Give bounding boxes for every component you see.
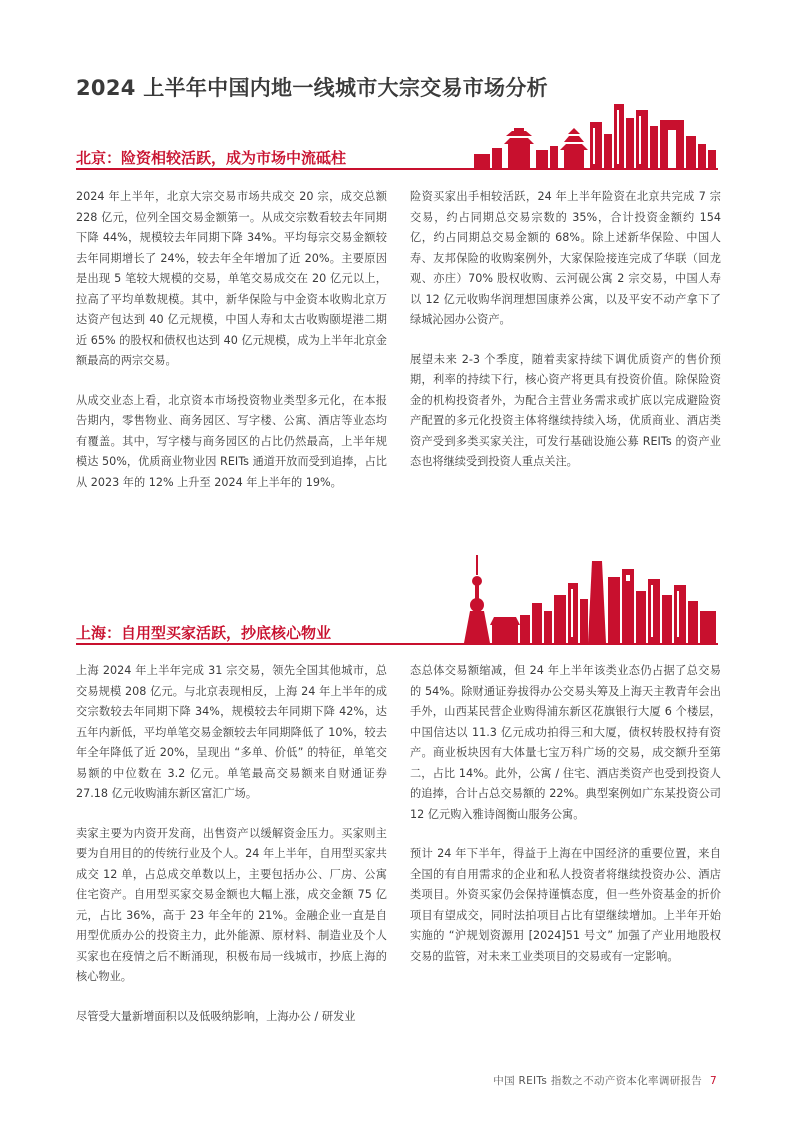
beijing-skyline-icon (470, 100, 718, 170)
shanghai-divider (76, 643, 718, 645)
paragraph: 展望未来 2-3 个季度，随着卖家持续下调优质资产的售价预期，利率的持续下行，核心资产将更具有投资价值。除保险资金的机构投资者外，为配合主营业务需求或扩底以完成避险资产配置的多元化投资主体将继续持续入场，优质商业、酒店类资产受到多类买家关注，可发行基础设施公募 REITs 的资产业态也将继续受到投资人重点关注。 (410, 352, 721, 468)
page-title: 2024 上半年中国内地一线城市大宗交易市场分析 (76, 76, 548, 100)
page-footer (493, 1073, 717, 1088)
paragraph: 上海 2024 年上半年完成 31 宗交易，领先全国其他城市，总交易规模 208 亿元。与北京表现相反，上海 24 年上半年的成交宗数较去年同期下降 34%，规模较去年同期下降 42%，达五年内新低，平均单笔交易金额较去年同期降低了 10%，较去年全年降低了近 20%，呈现出 “多单、价低” 的特征，单笔交易额的中位数在 3.2 亿元。单笔最高交易额来自财通证券 27.18 亿元收购浦东新区富汇广场。 (76, 664, 387, 800)
paragraph: 尽管受大量新增面积以及低吸纳影响，上海办公 / 研发业 (76, 1009, 356, 1023)
paragraph: 险资买家出手相较活跃，24 年上半年险资在北京共完成 7 宗交易，约占同期总交易宗数的 35%，合计投资金额约 154 亿，约占同期总交易金额的 68%。除上述新华保险、中国人寿、友邦保险的收购案例外，大家保险接连完成了华联（回龙观、亦庄）70% 股权收购、云河砚公寓 2 宗交易，中国人寿以 12 亿元收购华润理想国康养公寓，以及平安不动产拿下了绿城沁园办公资产。 (410, 190, 721, 326)
shanghai-skyline-icon (460, 555, 718, 645)
paragraph: 2024 年上半年，北京大宗交易市场共成交 20 宗，成交总额 228 亿元，位列全国交易金额第一。从成交宗数看较去年同期下降 44%，规模较去年同期下降 34%。平均每宗交易金额较去年同期增长了 24%，较去年全年增加了近 20%。主要原因是出现 5 笔较大规模的交易，单笔交易成交在 20 亿元以上，拉高了平均单数规模。其中，新华保险与中金资本收购北京万达资产包达到 40 亿元规模，中国人寿和太古收购颐堤港二期近 65% 的股权和债权也达到 40 亿元规模，成为上半年北京金额最高的两宗交易。 (76, 190, 387, 367)
footer-report-title: 中国 REITs 指数之不动产资本化率调研报告 (493, 1075, 703, 1087)
beijing-right-column (410, 187, 721, 492)
paragraph: 预计 24 年下半年，得益于上海在中国经济的重要位置，来自全国的有自用需求的企业和私人投资者将继续投资办公、酒店类项目。外资买家仍会保持谨慎态度，但一些外资基金的折价项目有望成交，同时法拍项目占比有望继续增加。上半年开始实施的 “沪规划资源用 [2024]51 号文” 加强了产业用地股权交易的监管，对未来工业类项目的交易或有一定影响。 (410, 847, 721, 963)
paragraph: 从成交业态上看，北京资本市场投资物业类型多元化，在本报告期内，零售物业、商务园区、写字楼、公寓、酒店等业态均有覆盖。其中，写字楼与商务园区的占比仍然最高，上半年规模达 50%，优质商业物业因 REITs 通道开放而受到追捧，占比从 2023 年的 12% 上升至 2024 年上半年的 19%。 (76, 393, 387, 489)
paragraph: 卖家主要为内资开发商，出售资产以缓解资金压力。买家则主要为自用目的的传统行业及个人。24 年上半年，自用型买家共成交 12 单，占总成交单数以上，主要包括办公、厂房、公寓住宅资产。自用型买家交易金额也大幅上涨，成交金额 75 亿元，占比 36%，高于 23 年全年的 21%。金融企业一直是自用型优质办公的投资主力，此外能源、原材料、制造业及个人买家也在疫情之后不断涌现，积极布局一线城市，抄底上海的核心物业。 (76, 826, 387, 983)
shanghai-section-heading: 上海：自用型买家活跃，抄底核心物业 (76, 624, 332, 642)
shanghai-left-column (76, 661, 387, 1046)
beijing-section-heading: 北京：险资相较活跃，成为市场中流砥柱 (76, 149, 347, 167)
beijing-left-column (76, 187, 387, 512)
page-number: 7 (710, 1075, 717, 1087)
beijing-divider (76, 168, 718, 170)
paragraph: 态总体交易额缩减，但 24 年上半年该类业态仍占据了总交易的 54%。除财通证券拔得办公交易头筹及上海天主教青年会出手外，山西某民营企业购得浦东新区花旗银行大厦 6 个楼层，中国信达以 11.3 亿元成功拍得三和大厦，债权转股权持有资产。商业板块因有大体量七宝万科广场的交易，成交额升至第二，占比 14%。此外，公寓 / 住宅、酒店类资产也受到投资人的追捧，合计占总交易额的 22%。典型案例如广东某投资公司 12 亿元购入雅诗阁衡山服务公寓。 (410, 664, 721, 821)
shanghai-right-column (410, 661, 721, 986)
